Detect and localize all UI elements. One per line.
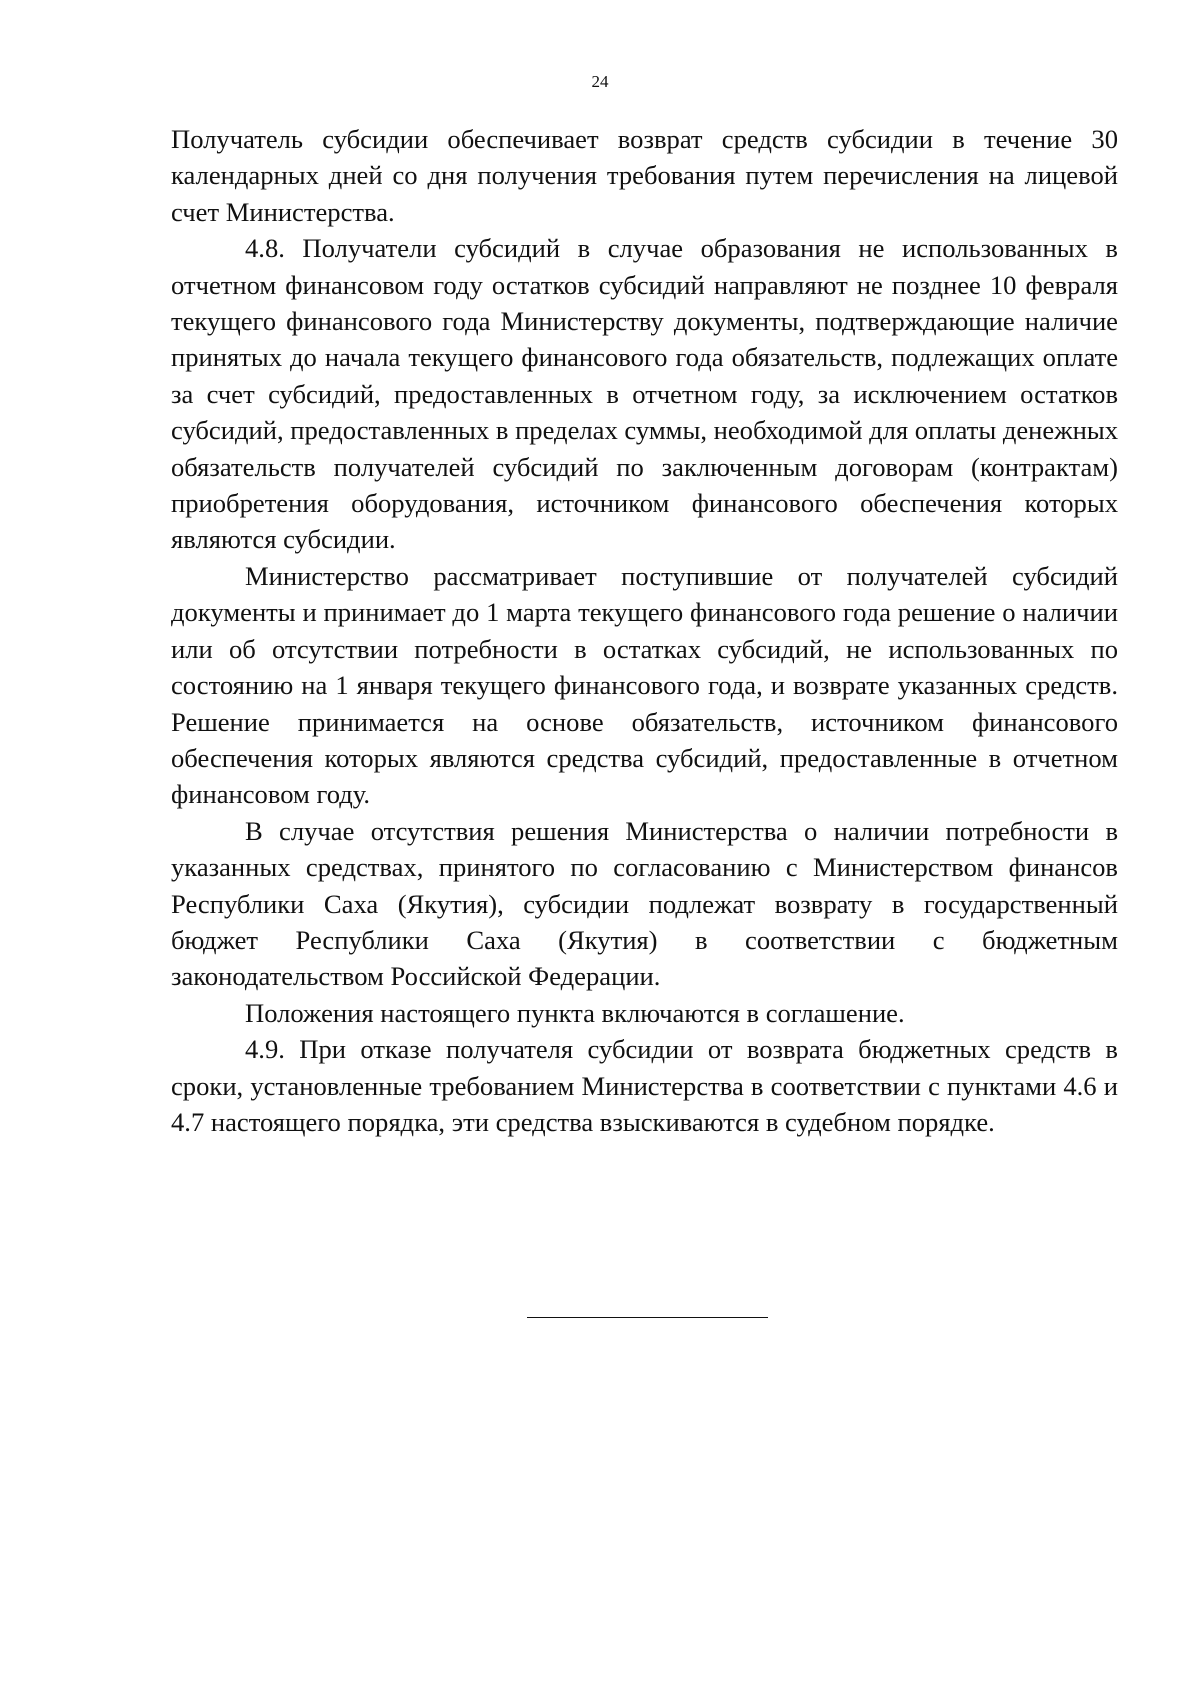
paragraph-return-of-subsidy: Получатель субсидии обеспечивает возврат средств субсидии в течение 30 календарных дней со дня получения требования путем перечисления на лицевой счет Министерства. <box>171 124 1118 227</box>
page-number: 24 <box>591 72 609 91</box>
paragraph-agreement-provisions: Положения настоящего пункта включаются в соглашение. <box>245 997 905 1028</box>
paragraph-ministry-review: Министерство рассматривает поступившие от получателей субсидий документы и принимает до 1 марта текущего финансового года решение о наличии или об отсутствии потребности в остатках субсидий, не использованных по состоянию на 1 января текущего финансового года, и возврате указанных средств. Решение принимается на основе обязательств, источником финансового обеспечения которых являются средства субсидий, предоставленные в отчетном финансовом году. <box>171 560 1118 810</box>
paragraph-absence-of-decision: В случае отсутствия решения Министерства о наличии потребности в указанных средствах, принятого по согласованию с Министерством финансов Республики Саха (Якутия), субсидии подлежат возврату в государственный бюджет Республики Саха (Якутия) в соответствии с бюджетным законодательством Российской Федерации. <box>171 815 1118 992</box>
document-body <box>171 121 1118 1140</box>
paragraph-4-8: 4.8. Получатели субсидий в случае образования не использованных в отчетном финансовом году остатков субсидий направляют не позднее 10 февраля текущего финансового года Министерству документы, подтверждающие наличие принятых до начала текущего финансового года обязательств, подлежащих оплате за счет субсидий, предоставленных в отчетном году, за исключением остатков субсидий, предоставленных в пределах суммы, необходимой для оплаты денежных обязательств получателей субсидий по заключенным договорам (контрактам) приобретения оборудования, источником финансового обеспечения которых являются субсидии. <box>171 233 1118 555</box>
paragraph-4-9: 4.9. При отказе получателя субсидии от возврата бюджетных средств в сроки, установленные требованием Министерства в соответствии с пунктами 4.6 и 4.7 настоящего порядка, эти средства взыскиваются в судебном порядке. <box>171 1034 1118 1137</box>
end-of-text-rule <box>527 1317 768 1318</box>
